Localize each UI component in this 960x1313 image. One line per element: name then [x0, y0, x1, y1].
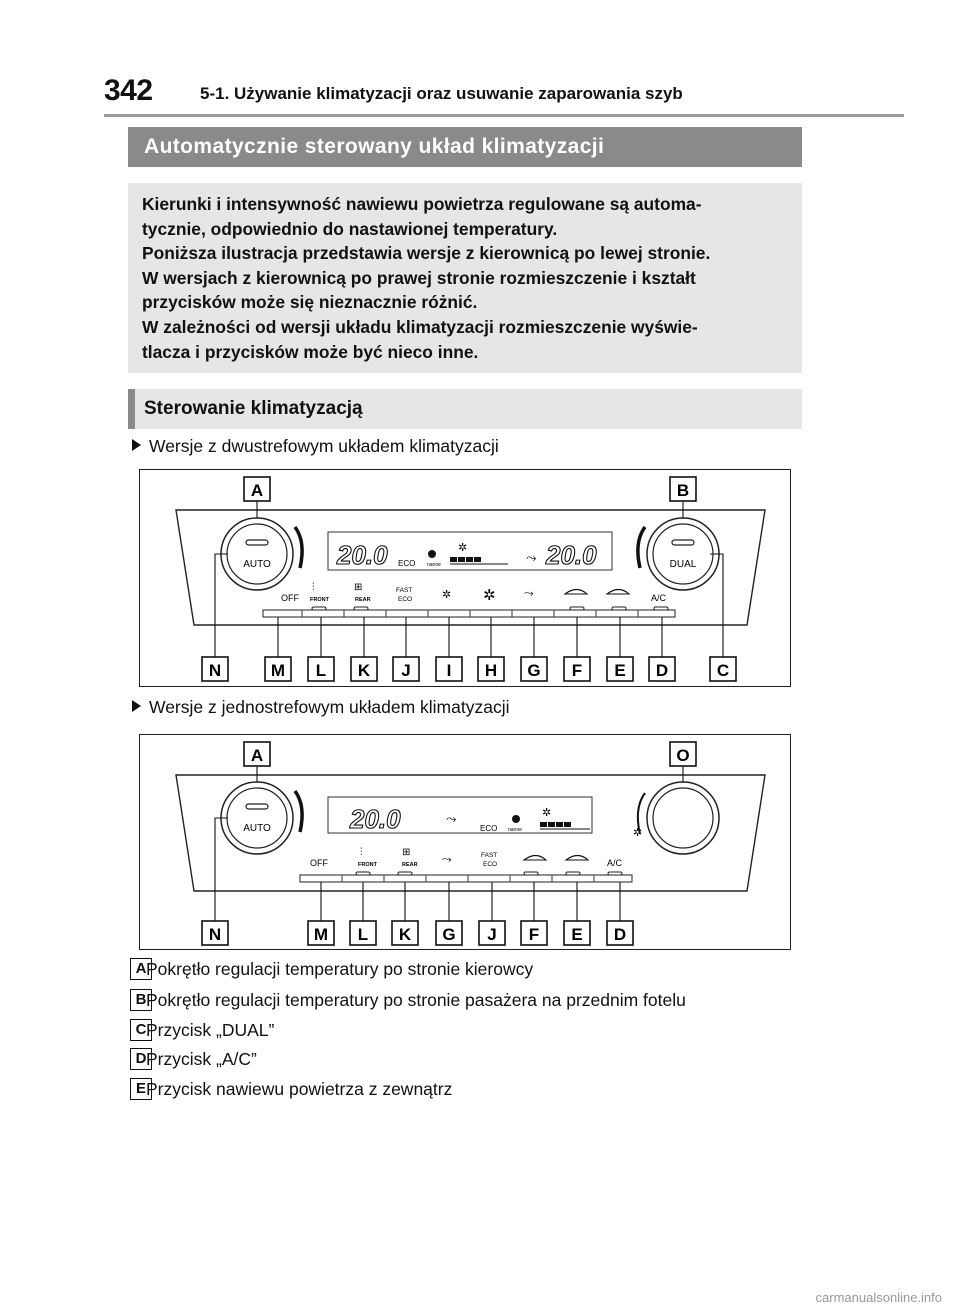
btn-fast-eco-label: ECO: [483, 861, 498, 868]
recirculate-air-icon: [566, 856, 588, 861]
lcd-nanoe-label: nanoe: [427, 562, 441, 568]
right-temp-knob: [647, 518, 719, 590]
callout-N: N: [208, 925, 222, 944]
btn-fast-label: FAST: [481, 852, 498, 859]
airflow-mode-icon: ⤳: [446, 811, 457, 826]
callout-F: F: [571, 661, 583, 680]
callout-B: B: [676, 481, 690, 500]
callout-D: D: [613, 925, 627, 944]
outside-air-icon: [565, 590, 587, 595]
lcd-temp: 20.0: [350, 804, 401, 834]
knob-auto-label: AUTO: [243, 559, 271, 570]
btn-fast-eco-label: ECO: [398, 596, 413, 603]
outside-air-icon: [524, 856, 546, 861]
variant-dual-heading: [132, 436, 499, 457]
callout-F: F: [528, 925, 540, 944]
legend-key: C: [130, 1019, 152, 1041]
top-callout-labels: [244, 742, 696, 766]
variant-single-heading: [132, 697, 510, 718]
callout-I: I: [446, 661, 452, 680]
callout-N: N: [208, 661, 222, 680]
left-bracket-icon: [295, 527, 302, 568]
lcd-nanoe-label: nanoe: [508, 827, 522, 833]
rear-defrost-icon: ⊞: [354, 582, 363, 593]
intro-box: [128, 183, 802, 373]
bullet-triangle-icon: [132, 700, 141, 712]
fan-level-bars-icon: [450, 557, 508, 564]
right-bracket-icon: [638, 527, 645, 568]
lcd-eco-label: ECO: [480, 824, 498, 833]
legend-text: Przycisk „DUAL”: [146, 1020, 275, 1040]
chapter-title: 5-1. Używanie klimatyzacji oraz usuwanie zaparowania szyb: [200, 84, 683, 103]
dual-zone-panel-diagram: [139, 469, 791, 687]
legend-key: A: [130, 958, 152, 980]
callout-D: D: [655, 661, 669, 680]
single-zone-panel-diagram: [139, 734, 791, 950]
legend-key: E: [130, 1078, 152, 1100]
intro-line: Poniższa ilustracja przedstawia wersje z kierownicą po lewej stronie.: [142, 243, 711, 264]
lcd-temp-right: 20.0: [546, 540, 597, 570]
page-number: 342: [104, 74, 153, 107]
callout-L: L: [315, 661, 327, 680]
air-outlet-icon: ⤳: [442, 852, 452, 866]
fan-icon: ✲: [458, 542, 468, 554]
legend-key: D: [130, 1048, 152, 1070]
legend-text: Pokrętło regulacji temperatury po stronie kierowcy: [146, 959, 534, 979]
callout-M: M: [270, 661, 286, 680]
callout-G: G: [527, 661, 541, 680]
nanoe-dot-icon: [428, 550, 436, 558]
intro-line: W zależności od wersji układu klimatyzacji rozmieszczenie wyświe-: [142, 316, 698, 337]
btn-front-label: FRONT: [358, 862, 377, 868]
callout-K: K: [357, 661, 371, 680]
callout-K: K: [398, 925, 412, 944]
variant-single-label: Wersje z jednostrefowym układem klimatyzacji: [149, 697, 510, 717]
bottom-callout-labels: [202, 657, 736, 681]
callout-E: E: [614, 661, 626, 680]
callout-J: J: [487, 925, 497, 944]
air-outlet-icon: ⤳: [524, 586, 534, 600]
callout-H: H: [484, 661, 498, 680]
callout-A: A: [250, 746, 264, 765]
fan-icon: ✲: [633, 827, 643, 839]
knob-auto-label: AUTO: [243, 823, 271, 834]
footer-watermark: carmanualsonline.info: [815, 1290, 942, 1305]
callout-M: M: [313, 925, 329, 944]
callout-E: E: [571, 925, 583, 944]
callout-J: J: [401, 661, 411, 680]
btn-fast-label: FAST: [396, 587, 413, 594]
top-callout-labels: [244, 477, 696, 501]
left-bracket-icon: [295, 791, 302, 832]
btn-off-label: OFF: [281, 593, 299, 603]
button-strip: [300, 875, 632, 882]
btn-ac-label: A/C: [651, 593, 667, 603]
front-defrost-icon: ⫶: [360, 847, 363, 858]
button-strip-dividers: [342, 875, 594, 882]
right-fan-knob: [633, 782, 719, 854]
callout-C: C: [716, 661, 730, 680]
knob-dual-label: DUAL: [669, 559, 697, 570]
lcd-eco-label: ECO: [398, 559, 416, 568]
callout-O: O: [676, 746, 690, 765]
btn-front-label: FRONT: [310, 597, 329, 603]
subsection-title: Sterowanie klimatyzacją: [144, 398, 363, 419]
callout-lines: [215, 766, 683, 921]
intro-line: przycisków może się nieznacznie różnić.: [142, 292, 478, 313]
left-temp-knob: [221, 518, 293, 590]
button-strip-dividers: [302, 610, 638, 617]
btn-off-label: OFF: [310, 858, 328, 868]
intro-line: Kierunki i intensywność nawiewu powietrza regulowane są automa-: [142, 194, 702, 214]
variant-dual-label: Wersje z dwustrefowym układem klimatyzacji: [149, 436, 499, 456]
legend-key: B: [130, 989, 152, 1011]
callout-lines: [215, 501, 723, 657]
callout-A: A: [250, 481, 264, 500]
section-title: Automatycznie sterowany układ klimatyzacji: [128, 127, 802, 167]
btn-rear-label: REAR: [402, 862, 418, 868]
fan-level-bars-icon: [540, 822, 590, 829]
lcd-temp-left: 20.0: [337, 540, 388, 570]
btn-rear-label: REAR: [355, 597, 371, 603]
fan-down-icon: ✲: [442, 589, 452, 601]
airflow-mode-icon: ⤳: [526, 550, 537, 565]
fan-up-icon: ✲: [483, 587, 496, 604]
intro-line: W wersjach z kierownicą po prawej stronie rozmieszczenie i kształt: [142, 267, 696, 288]
front-defrost-icon: ⫶: [312, 582, 315, 593]
header-divider: [104, 114, 904, 117]
callout-G: G: [442, 925, 456, 944]
fan-icon: ✲: [542, 807, 552, 819]
legend-text: Przycisk „A/C”: [146, 1049, 257, 1069]
nanoe-dot-icon: [512, 815, 520, 823]
bottom-callout-labels: [202, 921, 633, 945]
callout-L: L: [357, 925, 369, 944]
intro-line: tycznie, odpowiednio do nastawionej temperatury.: [142, 218, 558, 239]
bullet-triangle-icon: [132, 439, 141, 451]
recirculate-air-icon: [607, 590, 629, 595]
subsection-accent: [128, 389, 135, 429]
intro-line: tlacza i przycisków może być nieco inne.: [142, 341, 479, 362]
rear-defrost-icon: ⊞: [402, 847, 411, 858]
legend-text: Przycisk nawiewu powietrza z zewnątrz: [146, 1079, 453, 1099]
subsection-bar: [128, 389, 802, 429]
btn-ac-label: A/C: [607, 858, 623, 868]
legend-text: Pokrętło regulacji temperatury po stronie pasażera na przednim fotelu: [146, 990, 686, 1010]
left-temp-knob: [221, 782, 293, 854]
button-strip: [263, 610, 675, 617]
